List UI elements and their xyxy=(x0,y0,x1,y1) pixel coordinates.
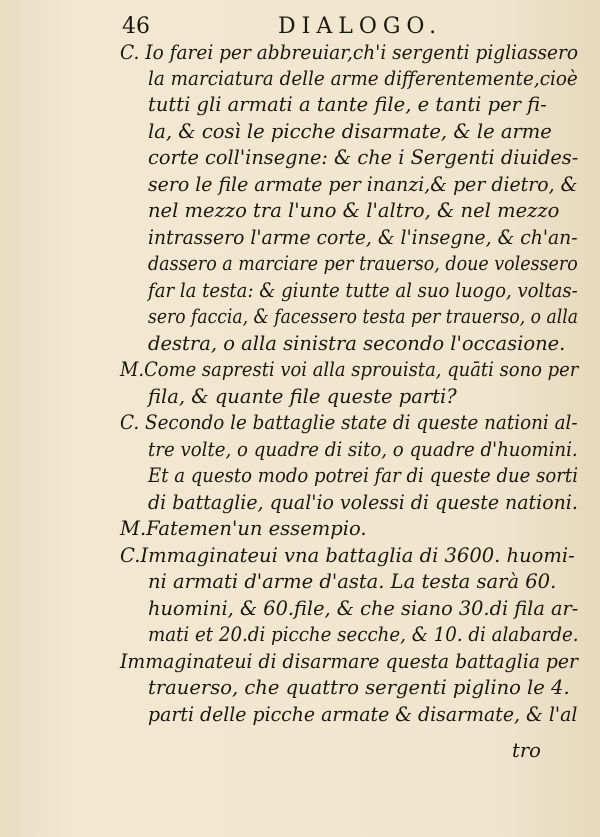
text-line: destra, o alla sinistra secondo l'occasione. xyxy=(148,332,566,355)
text-line: huomini, & 60.file, & che siano 30.di fila ar- xyxy=(148,597,579,620)
text-line: mati et 20.di picche secche, & 10. di alabarde. xyxy=(148,623,579,646)
page-header xyxy=(0,8,600,40)
text-line: Et a questo modo potrei far di queste due sorti xyxy=(148,464,578,487)
text-line: Immaginateui di disarmare questa battaglia per xyxy=(120,650,579,673)
running-title: DIALOGO. xyxy=(278,14,443,39)
text-line: parti delle picche armate & disarmate, & l'al xyxy=(148,703,578,726)
text-line: tre volte, o quadre di sito, o quadre d'huomini. xyxy=(148,438,578,461)
text-line: trauerso, che quattro sergenti piglino le 4. xyxy=(148,676,570,699)
text-line: fila, & quante file queste parti? xyxy=(148,385,457,408)
text-line: dassero a marciare per trauerso, doue volessero xyxy=(148,252,578,275)
page-number: 46 xyxy=(122,14,150,39)
text-line: M.Fatemen'un essempio. xyxy=(120,517,367,540)
text-line: M.Come sapresti voi alla sprouista, quāti sono per xyxy=(120,358,579,381)
text-line: tutti gli armati a tante file, e tanti per fi- xyxy=(148,93,547,116)
text-line: corte coll'insegne: & che i Sergenti diuides- xyxy=(148,146,579,169)
text-line: la, & così le picche disarmate, & le arme xyxy=(148,120,552,143)
text-line: intrassero l'arme corte, & l'insegne, & ch'an- xyxy=(148,226,578,249)
text-line: C. Secondo le battaglie state di queste nationi al- xyxy=(120,411,578,434)
text-line: sero le file armate per inanzi,& per dietro, & xyxy=(148,173,578,196)
text-line: nel mezzo tra l'uno & l'altro, & nel mezzo xyxy=(148,199,560,222)
text-line: C. Io farei per abbreuiar,ch'i sergenti pigliassero xyxy=(120,41,579,64)
catchword: tro xyxy=(512,739,541,762)
text-line: di battaglie, qual'io volessi di queste nationi. xyxy=(148,491,578,514)
text-line: ni armati d'arme d'asta. La testa sarà 60. xyxy=(148,570,557,593)
text-line: C.Immaginateui vna battaglia di 3600. huomi- xyxy=(120,544,575,567)
text-line: sero faccia, & facessero testa per trauerso, o alla xyxy=(148,305,578,328)
text-line: far la testa: & giunte tutte al suo luogo, voltas- xyxy=(148,279,578,302)
text-line: la marciatura delle arme differentemente,cioè xyxy=(148,67,578,90)
